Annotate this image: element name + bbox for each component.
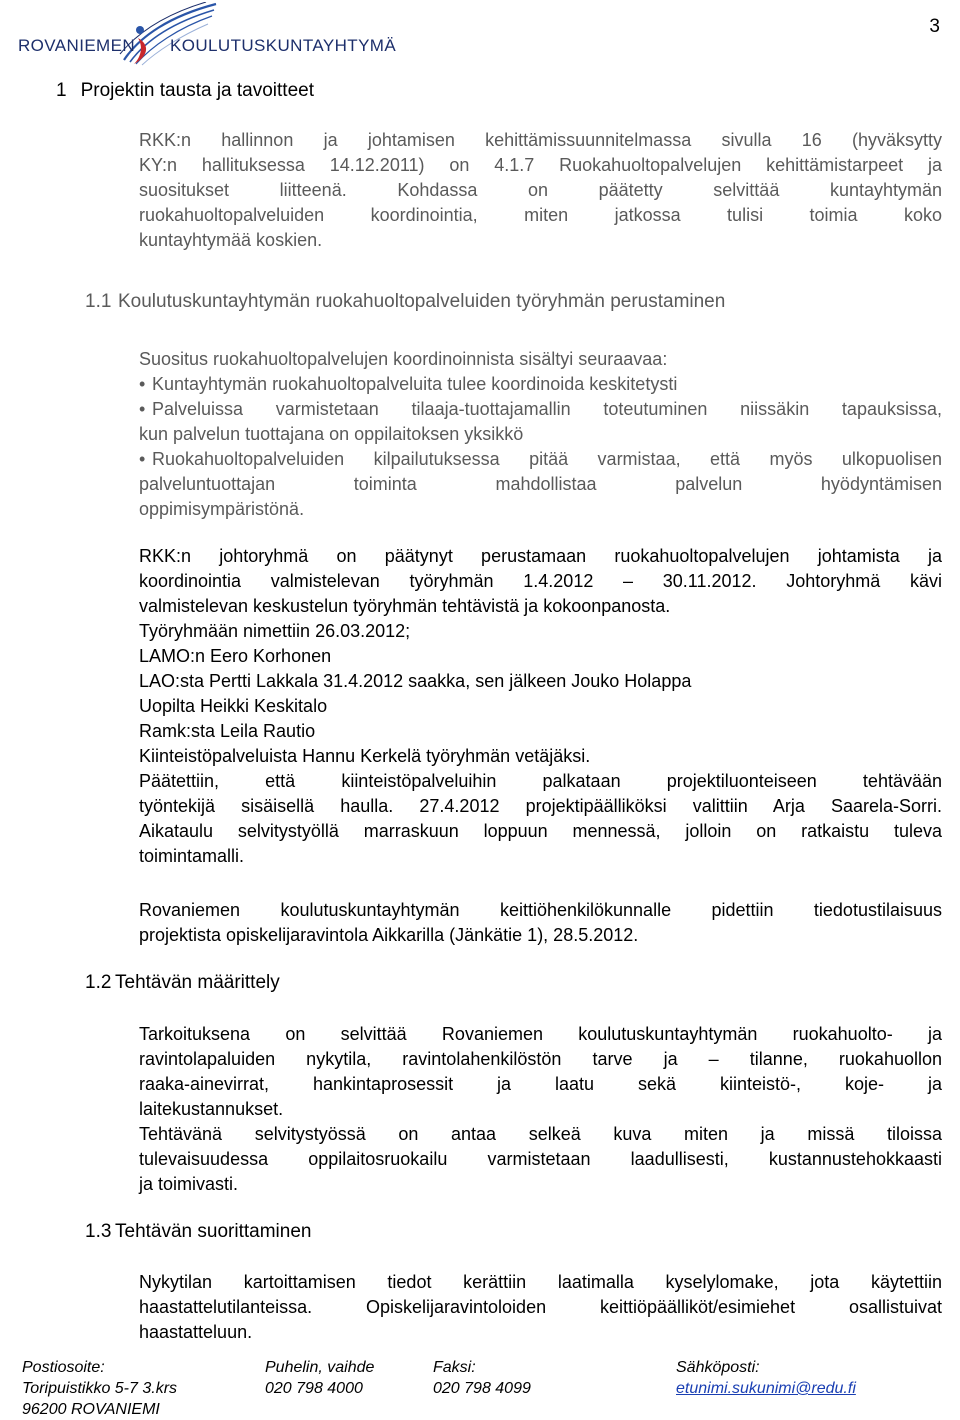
text-line: työntekijä sisäisellä haulla. 27.4.2012 projektipäälliköksi valittiin Arja Saarela-Sorri. [139,796,942,816]
text-line: Päätettiin, että kiinteistöpalveluihin palkataan projektiluonteiseen tehtävään [139,771,942,791]
section-heading-1-3 [85,1221,311,1243]
section-title: Koulutuskuntayhtymän ruokahuoltopalveluiden työryhmän perustaminen [118,291,726,312]
text-line: haastatteluun. [139,1322,253,1342]
text-line: LAO:sta Pertti Lakkala 31.4.2012 saakka, sen jälkeen Jouko Holappa [139,671,692,691]
text-line: Suositus ruokahuoltopalvelujen koordinoinnista sisältyi seuraavaa: [139,349,668,369]
text-line: Työryhmään nimettiin 26.03.2012; [139,621,411,641]
text-line: Ramk:sta Leila Rautio [139,721,316,741]
text-line: KY:n hallituksessa 14.12.2011) on 4.1.7 Ruokahuoltopalvelujen kehittämistarpeet ja [139,155,942,175]
task-definition-block [139,1022,942,1197]
text-line: Tarkoituksena on selvittää Rovaniemen koulutuskuntayhtymän ruokahuolto- ja [139,1024,942,1044]
text-line: Aikataulu selvitystyöllä marraskuun loppuun mennessä, jolloin on ratkaistu tuleva [139,821,942,841]
text-line: Nykytilan kartoittamisen tiedot kerättiin laatimalla kyselylomake, jota käytettiin [139,1272,942,1292]
page-number: 3 [929,16,940,37]
text-line: kun palvelun tuottajana on oppilaitoksen yksikkö [139,424,524,444]
section-number: 1.2 [85,972,112,993]
logo-text-left: ROVANIEMEN [18,36,136,55]
text-line: RKK:n hallinnon ja johtamisen kehittämissuunnitelmassa sivulla 16 (hyväksytty [139,130,942,150]
section-title: Tehtävän suorittaminen [115,1221,312,1242]
logo-text-right: KOULUTUSKUNTAYHTYMÄ [170,36,397,55]
footer-phone [265,1357,374,1399]
text-line: projektista opiskelijaravintola Aikkarilla (Jänkätie 1), 28.5.2012. [139,925,639,945]
footer-postal-label: Postiosoite: [22,1359,105,1376]
section-title: Projektin tausta ja tavoitteet [80,80,314,101]
text-line: haastattelutilanteissa. Opiskelijaravintoloiden keittiöpäälliköt/esimiehet osallistuivat [139,1297,942,1317]
footer-email [676,1357,856,1399]
info-session-block [139,898,942,948]
text-line: laitekustannukset. [139,1099,284,1119]
text-line: Tehtävänä selvitystyössä on antaa selkeä kuva miten ja missä tiloissa [139,1124,942,1144]
recommendation-block [139,347,942,522]
text-line: kuntayhtymää koskien. [139,230,323,250]
text-line: suositukset liitteenä. Kohdassa on päätetty selvittää kuntayhtymän [139,180,942,200]
footer-city: 96200 ROVANIEMI [22,1401,160,1418]
text-line: oppimisympäristönä. [139,499,305,519]
text-line: RKK:n johtoryhmä on päätynyt perustamaan ruokahuoltopalvelujen johtamista ja [139,546,942,566]
text-line: valmistelevan keskustelun työryhmän tehtävistä ja kokoonpanosta. [139,596,671,616]
text-line: ravintolapaluiden nykytila, ravintolahenkilöstön tarve ja – tilanne, ruokahuollon [139,1049,942,1069]
text-line: tulevaisuudessa oppilaitosruokailu varmistetaan laadullisesti, kustannustehokkaasti [139,1149,942,1169]
section-number: 1.3 [85,1221,112,1242]
organization-logo [10,6,397,70]
bullet-item: • Palveluissa varmistetaan tilaaja-tuottajamallin toteutuminen niissäkin tapauksissa, [139,397,942,422]
footer-phone-number: 020 798 4000 [265,1380,363,1397]
footer-email-label: Sähköposti: [676,1359,760,1376]
logo-swoosh-icon [110,2,220,66]
section-number: 1 [56,80,67,101]
text-line: LAMO:n Eero Korhonen [139,646,332,666]
section-title: Tehtävän määrittely [115,972,280,993]
footer-fax-number: 020 798 4099 [433,1380,531,1397]
text-line: ruokahuoltopalveluiden koordinointia, miten jatkossa tulisi toimia koko [139,205,942,225]
section-heading-1 [56,80,314,102]
text-line: palveluntuottajan toiminta mahdollistaa palvelun hyödyntämisen [139,474,942,494]
text-line: raaka-ainevirrat, hankintaprosessit ja laatu sekä kiinteistö-, koje- ja [139,1074,942,1094]
footer-street: Toripuistikko 5-7 3.krs [22,1380,178,1397]
section-heading-1-1 [85,291,725,313]
text-line: koordinointia valmistelevan työryhmän 1.4.2012 – 30.11.2012. Johtoryhmä kävi [139,571,942,591]
footer-fax-label: Faksi: [433,1359,476,1376]
bullet-item: • Ruokahuoltopalveluiden kilpailutuksessa pitää varmistaa, että myös ulkopuolisen [139,447,942,472]
execution-block [139,1270,942,1345]
text-line: Kiinteistöpalveluista Hannu Kerkelä työryhmän vetäjäksi. [139,746,591,766]
text-line: toimintamalli. [139,846,245,866]
text-line: Uopilta Heikki Keskitalo [139,696,328,716]
footer-fax [433,1357,531,1399]
section-1-intro [139,128,942,253]
text-line: ja toimivasti. [139,1174,239,1194]
footer-email-link[interactable]: etunimi.sukunimi@redu.fi [676,1380,856,1397]
decision-block [139,544,942,869]
footer-postal [22,1357,177,1420]
section-heading-1-2 [85,972,280,994]
bullet-item: • Kuntayhtymän ruokahuoltopalveluita tulee koordinoida keskitetysti [139,372,942,397]
footer-phone-label: Puhelin, vaihde [265,1359,375,1376]
section-number: 1.1 [85,291,112,312]
text-line: Rovaniemen koulutuskuntayhtymän keittiöhenkilökunnalle pidettiin tiedotustilaisuus [139,900,942,920]
